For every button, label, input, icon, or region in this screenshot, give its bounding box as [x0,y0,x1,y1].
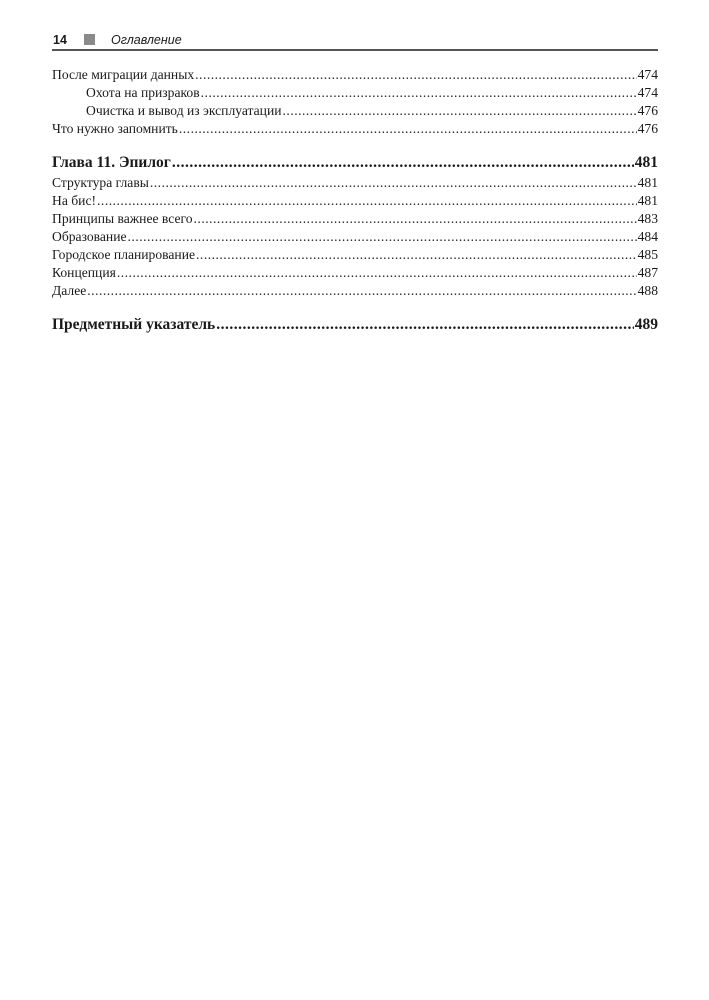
toc-entry-page: 481 [637,193,658,208]
toc-entry-title: Охота на призраков [86,85,200,100]
toc-entry-title: Глава 11. Эпилог [52,154,171,171]
toc-dot-leader [117,264,637,282]
toc-dot-leader [194,210,637,228]
toc-entry-page: 488 [637,283,658,298]
toc-entry-title: После миграции данных [52,67,195,82]
toc-entry [52,66,658,84]
table-of-contents [52,66,658,336]
header-square-icon [84,34,95,45]
toc-entry-page: 481 [634,154,658,171]
toc-entry-title: Далее [52,283,87,298]
toc-dot-leader [196,246,637,264]
toc-dot-leader [216,314,634,336]
toc-entry-page: 474 [637,67,658,82]
toc-dot-leader [97,192,637,210]
page-number: 14 [53,33,67,47]
toc-dot-leader [201,84,637,102]
toc-dot-leader [283,102,637,120]
toc-entry-page: 481 [637,175,658,190]
toc-entry-title: Очистка и вывод из эксплуатации [86,103,282,118]
toc-dot-leader [195,66,636,84]
toc-entry-page: 487 [637,265,658,280]
toc-entry-title: Концепция [52,265,116,280]
toc-dot-leader [172,152,634,174]
toc-entry-page: 483 [637,211,658,226]
toc-entry [52,174,658,192]
toc-entry-title: Принципы важнее всего [52,211,193,226]
toc-entry-page: 484 [637,229,658,244]
toc-entry [52,264,658,282]
toc-entry-page: 476 [637,121,658,136]
toc-dot-leader [179,120,637,138]
toc-dot-leader [87,282,636,300]
toc-entry-title: Структура главы [52,175,149,190]
section-title: Оглавление [111,33,182,47]
toc-chapter-entry [52,152,658,174]
toc-entry-page: 489 [634,316,658,333]
toc-entry [52,192,658,210]
toc-entry [52,102,658,120]
toc-entry-page: 474 [637,85,658,100]
toc-dot-leader [150,174,637,192]
toc-entry-page: 476 [637,103,658,118]
toc-entry [52,228,658,246]
toc-entry-title: На бис! [52,193,97,208]
toc-entry [52,246,658,264]
toc-entry-title: Предметный указатель [52,316,216,333]
toc-entry-title: Городское планирование [52,247,196,262]
toc-entry [52,84,658,102]
toc-chapter-entry [52,314,658,336]
toc-entry-title: Что нужно запомнить [52,121,178,136]
toc-entry [52,282,658,300]
toc-entry [52,210,658,228]
toc-entry-title: Образование [52,229,127,244]
page-header [52,31,658,51]
toc-entry [52,120,658,138]
toc-entry-page: 485 [637,247,658,262]
toc-dot-leader [128,228,637,246]
